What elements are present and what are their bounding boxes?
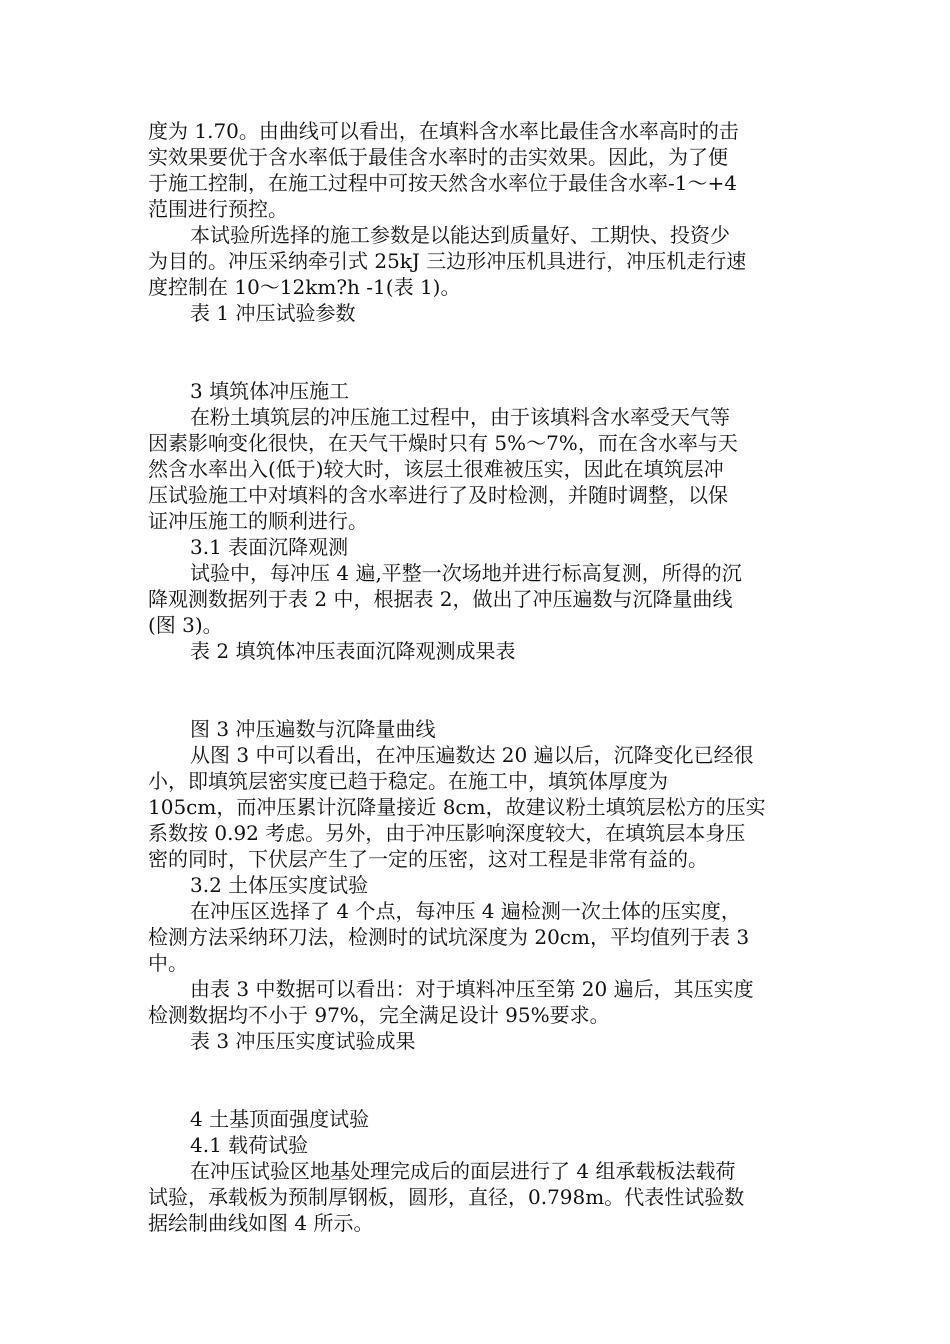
- table-placeholder: [148, 1054, 808, 1106]
- subsection-heading: 4.1 载荷试验: [190, 1133, 309, 1157]
- paragraph-line: 降观测数据列于表 2 中，根据表 2，做出了冲压遍数与沉降量曲线: [148, 587, 733, 611]
- paragraph-line: 中。: [148, 951, 188, 975]
- table-placeholder: [148, 326, 808, 378]
- paragraph-line: 本试验所选择的施工参数是以能达到质量好、工期快、投资少: [190, 223, 730, 247]
- table-caption: 表 3 冲压压实度试验成果: [190, 1029, 416, 1053]
- table-caption: 表 2 填筑体冲压表面沉降观测成果表: [190, 639, 516, 663]
- section-heading: 3 填筑体冲压施工: [190, 379, 350, 403]
- paragraph-line: 试验中，每冲压 4 遍,平整一次场地并进行标高复测，所得的沉: [190, 561, 742, 585]
- paragraph-line: 检测方法采纳环刀法，检测时的试坑深度为 20cm，平均值列于表 3: [148, 925, 750, 949]
- paragraph-line: 于施工控制，在施工过程中可按天然含水率位于最佳含水率-1～+4: [148, 171, 737, 195]
- paragraph-line: 然含水率出入(低于)较大时，该层土很难被压实，因此在填筑层冲: [148, 457, 724, 481]
- subsection-heading: 3.1 表面沉降观测: [190, 535, 349, 559]
- paragraph-line: 检测数据均不小于 97%，完全满足设计 95%要求。: [148, 1003, 610, 1027]
- paragraph-line: 系数按 0.92 考虑。另外，由于冲压影响深度较大，在填筑层本身压: [148, 821, 746, 845]
- paragraph-line: 因素影响变化很快，在天气干燥时只有 5%～7%，而在含水率与天: [148, 431, 738, 455]
- table-placeholder: [148, 664, 808, 716]
- document-page: [148, 118, 808, 1236]
- subsection-heading: 3.2 土体压实度试验: [190, 873, 369, 897]
- paragraph-line: 密的同时，下伏层产生了一定的压密，这对工程是非常有益的。: [148, 847, 708, 871]
- paragraph-line: 在冲压区选择了 4 个点，每冲压 4 遍检测一次土体的压实度，: [190, 899, 741, 923]
- figure-caption: 图 3 冲压遍数与沉降量曲线: [190, 717, 436, 741]
- paragraph-line: 据绘制曲线如图 4 所示。: [148, 1211, 374, 1235]
- paragraph-line: 实效果要优于含水率低于最佳含水率时的击实效果。因此，为了便: [148, 145, 728, 169]
- paragraph-line: 从图 3 中可以看出，在冲压遍数达 20 遍以后，沉降变化已经很: [190, 743, 754, 767]
- paragraph-line: 小，即填筑层密实度已趋于稳定。在施工中，填筑体厚度为: [148, 769, 668, 793]
- paragraph-line: 试验，承载板为预制厚钢板，圆形，直径，0.798m。代表性试验数: [148, 1185, 745, 1209]
- paragraph-line: (图 3)。: [148, 613, 223, 637]
- paragraph-line: 由表 3 中数据可以看出：对于填料冲压至第 20 遍后，其压实度: [190, 977, 754, 1001]
- paragraph-line: 在冲压试验区地基处理完成后的面层进行了 4 组承载板法载荷: [190, 1159, 736, 1183]
- section-heading: 4 土基顶面强度试验: [190, 1107, 370, 1131]
- paragraph-line: 范围进行预控。: [148, 197, 288, 221]
- table-caption: 表 1 冲压试验参数: [190, 301, 356, 325]
- paragraph-line: 压试验施工中对填料的含水率进行了及时检测，并随时调整，以保: [148, 483, 728, 507]
- paragraph-line: 度控制在 10～12km?h -1(表 1)。: [148, 275, 461, 299]
- paragraph-line: 为目的。冲压采纳牵引式 25kJ 三边形冲压机具进行，冲压机走行速: [148, 249, 747, 273]
- paragraph-line: 证冲压施工的顺利进行。: [148, 509, 368, 533]
- paragraph-line: 在粉土填筑层的冲压施工过程中，由于该填料含水率受天气等: [190, 405, 730, 429]
- paragraph-line: 度为 1.70。由曲线可以看出，在填料含水率比最佳含水率高时的击: [148, 119, 739, 143]
- paragraph-line: 105cm，而冲压累计沉降量接近 8cm，故建议粉土填筑层松方的压实: [148, 795, 766, 819]
